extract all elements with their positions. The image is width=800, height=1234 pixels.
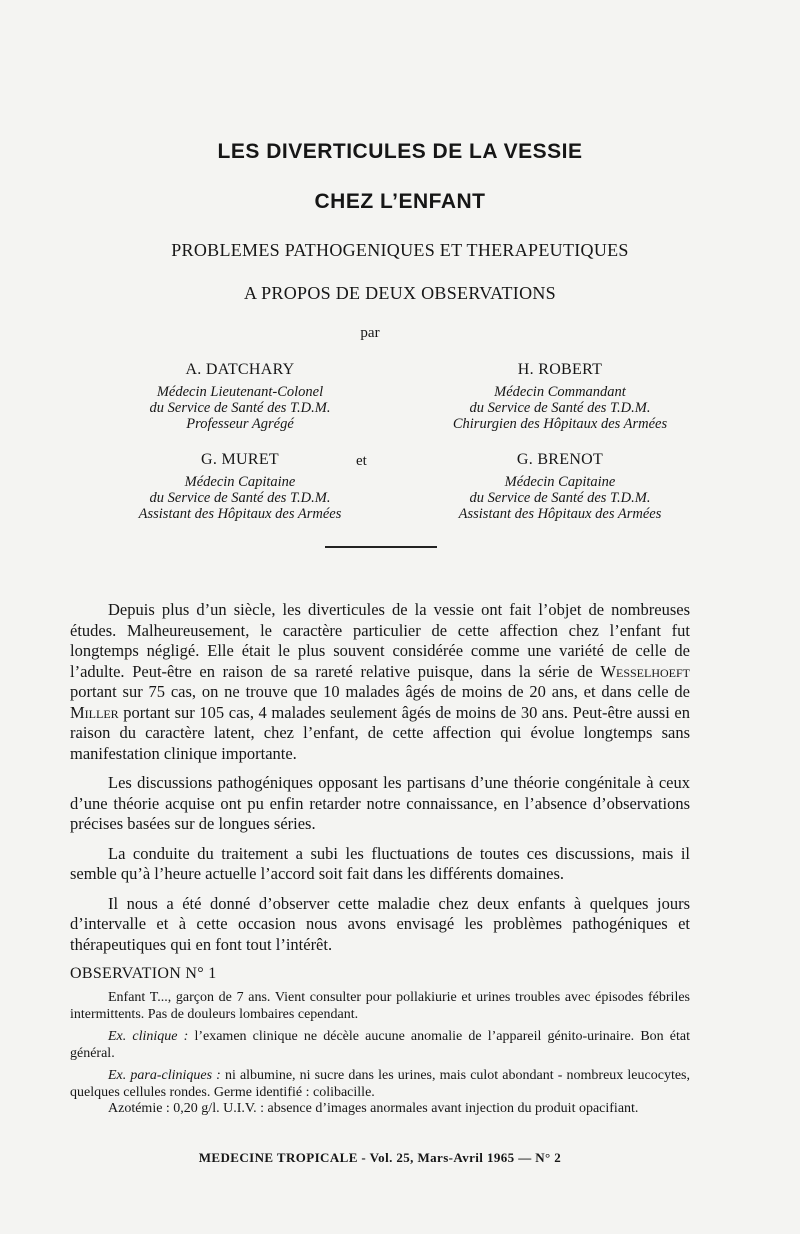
par-label: par	[360, 325, 380, 341]
observation-paragraph: Azotémie : 0,20 g/l. U.I.V. : absence d’images anormales avant injection du produit opacifiant.	[108, 1101, 639, 1116]
author-service: du Service de Santé des T.D.M.	[469, 400, 651, 416]
author-block	[80, 452, 400, 522]
author-service: du Service de Santé des T.D.M.	[469, 490, 651, 506]
author-title: Assistant des Hôpitaux des Armées	[458, 506, 662, 522]
observation-label: Ex. para-cliniques :	[108, 1068, 221, 1083]
observation-body	[70, 990, 690, 1124]
article-subtitle-line1: PROBLEMES PATHOGENIQUES ET THERAPEUTIQUES	[171, 240, 629, 260]
body-text-span: portant sur 75 cas, on ne trouve que 10 malades âgés de moins de 20 ans, et dans celle de	[70, 682, 690, 701]
observation-text-span: ni albumine, ni sucre dans les urines, mais culot abondant - nombreux leucocytes, quelques cellules rondes. Germe identifié : colibacille.	[70, 1068, 690, 1100]
author-service: du Service de Santé des T.D.M.	[149, 490, 331, 506]
body-paragraph: La conduite du traitement a subi les fluctuations de toutes ces discussions, mais il semble qu’à l’heure actuelle l’accord soit fait dans les différents domaines.	[70, 843, 690, 883]
observation-paragraph	[70, 1068, 690, 1101]
article-subtitle-line2: A PROPOS DE DEUX OBSERVATIONS	[244, 283, 556, 303]
journal-footer: MEDECINE TROPICALE - Vol. 25, Mars-Avril 1965 — N° 2	[198, 1150, 562, 1165]
author-name: G. MURET	[201, 451, 279, 468]
author-role: Médecin Commandant	[494, 384, 626, 400]
body-paragraph	[70, 600, 690, 764]
et-label: et	[356, 453, 367, 469]
section-divider	[325, 546, 437, 548]
author-block	[400, 452, 720, 522]
author-role: Médecin Capitaine	[504, 474, 616, 490]
observation-paragraph: Enfant T..., garçon de 7 ans. Vient consulter pour pollakiurie et urines troubles avec épisodes fébriles intermittents. Pas de douleurs lombaires cependant.	[70, 990, 690, 1022]
body-paragraph: Les discussions pathogéniques opposant les partisans d’une théorie congénitale à ceux d’une théorie acquise ont pu enfin retarder notre connaissance, en l’absence d’observations précises basées sur de longues séries.	[70, 773, 690, 833]
author-role: Médecin Capitaine	[184, 474, 296, 490]
author-block	[400, 362, 720, 432]
author-name: H. ROBERT	[517, 361, 603, 378]
author-title: Professeur Agrégé	[186, 416, 294, 432]
author-name: G. BRENOT	[516, 451, 604, 468]
observation-text-span: l’examen clinique ne décèle aucune anomalie de l’appareil génito-urinaire. Bon état général.	[70, 1029, 691, 1061]
body-text-span: portant sur 105 cas, 4 malades seulement âgés de moins de 30 ans. Peut-être aussi en raison du caractère latent, chez l’enfant, de cette affection qui évolue longtemps sans manifestation clinique importante.	[70, 702, 690, 763]
article-body	[70, 600, 690, 964]
author-citation: Miller	[70, 702, 119, 722]
observation-label: Ex. clinique :	[108, 1029, 189, 1044]
article-title-line1: LES DIVERTICULES DE LA VESSIE	[217, 140, 583, 163]
author-name: A. DATCHARY	[185, 361, 295, 378]
author-citation: Wesselhoeft	[600, 661, 690, 681]
article-title-line2: CHEZ L’ENFANT	[314, 190, 486, 213]
observation-paragraph	[70, 1029, 690, 1062]
author-service: du Service de Santé des T.D.M.	[149, 400, 331, 416]
body-text-span: Depuis plus d’un siècle, les diverticules de la vessie ont fait l’objet de nombreuses études. Malheureusement, le caractère particulier de cette affection chez l’enfant fut longtemps négligé. Elle était le plus souvent considérée comme une variété de celle de l’adulte. Peut-être en raison de sa rareté relative puisque, dans la série de	[70, 600, 690, 681]
author-block	[80, 362, 400, 432]
author-title: Chirurgien des Hôpitaux des Armées	[452, 416, 668, 432]
author-role: Médecin Lieutenant-Colonel	[156, 384, 324, 400]
author-title: Assistant des Hôpitaux des Armées	[138, 506, 342, 522]
body-paragraph: Il nous a été donné d’observer cette maladie chez deux enfants à quelques jours d’intervalle et à cette occasion nous avons envisagé les problèmes pathogéniques et thérapeutiques qui en font tout l’intérêt.	[70, 893, 690, 954]
observation-heading: OBSERVATION N° 1	[70, 965, 217, 982]
